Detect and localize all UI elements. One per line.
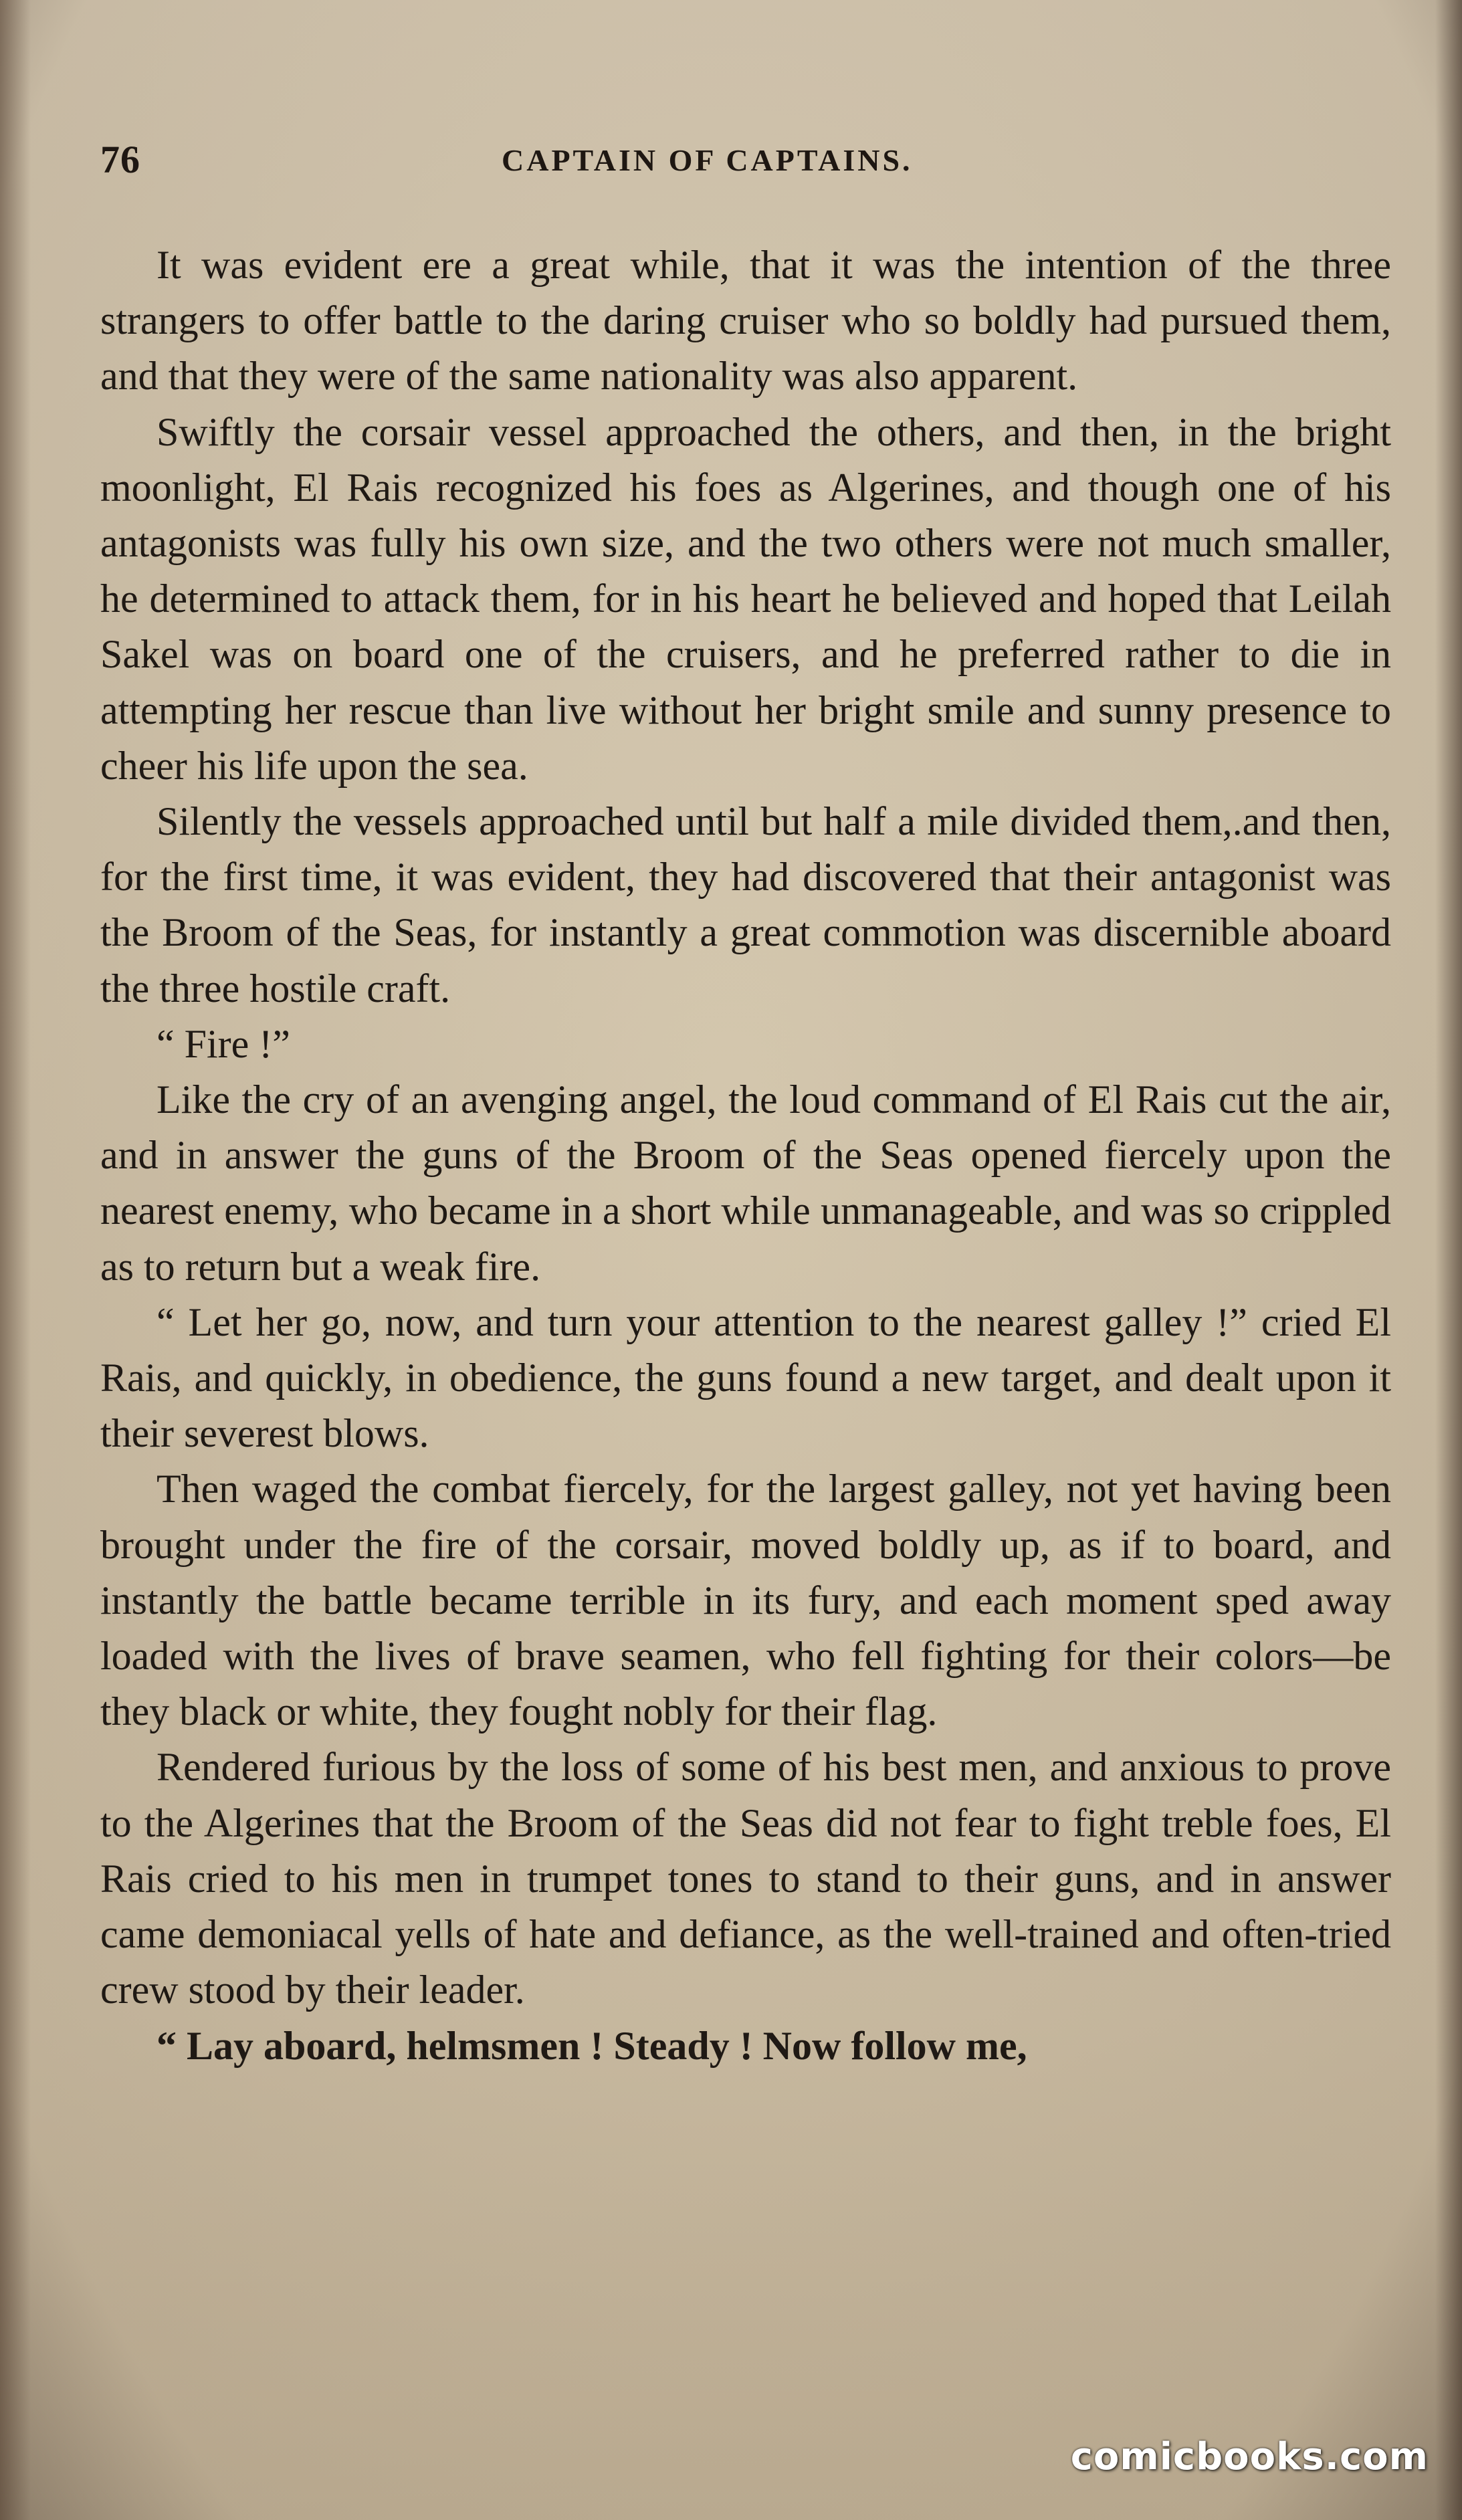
- paragraph: “ Fire !”: [156, 1021, 290, 1066]
- page-shadow-right: [1435, 0, 1462, 2520]
- paragraph: “ Let her go, now, and turn your attention to the nearest galley !” cried El Rais, and quickly, in obedience, the guns found a new target, and dealt upon it their severest blows.: [100, 1299, 1391, 1456]
- watermark: comicbooks.com: [1070, 2435, 1429, 2479]
- running-title: CAPTAIN OF CAPTAINS.: [502, 143, 913, 177]
- paragraph: Silently the vessels approached until but half a mile divided them,.and then, for the first time, it was evident, they had discovered that their antagonist was the Broom of the Seas, for instantly a great commotion was discernible aboard the three hostile craft.: [100, 799, 1391, 1011]
- paragraph: Swiftly the corsair vessel approached the others, and then, in the bright moonlight, El Rais recognized his foes as Algerines, and though one of his antagonists was fully his own size, and the two others were not much smaller, he determined to attack them, for in his heart he believed and hoped that Leilah Sakel was on board one of the cruisers, and he preferred rather to die in attempting her rescue than live without her bright smile and sunny presence to cheer his life upon the sea.: [100, 409, 1391, 788]
- paragraph: “ Lay aboard, helmsmen ! Steady ! Now follow me,: [156, 2023, 1027, 2068]
- paragraph: Rendered furious by the loss of some of his best men, and anxious to prove to the Algerines that the Broom of the Seas did not fear to fight treble foes, El Rais cried to his men in trumpet tones to stand to their guns, and in answer came demoniacal yells of hate and defiance, as the well-trained and often-tried crew stood by their leader.: [100, 1745, 1391, 2012]
- page-shadow-left: [0, 0, 31, 2520]
- paragraph: It was evident ere a great while, that it was the intention of the three strangers to offer battle to the daring cruiser who so boldly had pursued them, and that they were of the same nationality was also apparent.: [100, 243, 1391, 399]
- paragraph: Like the cry of an avenging angel, the loud command of El Rais cut the air, and in answer the guns of the Broom of the Seas opened fiercely upon the nearest enemy, who became in a short while unmanageable, and was so crippled as to return but a weak fire.: [100, 1077, 1391, 1289]
- paragraph: Then waged the combat fiercely, for the largest galley, not yet having been brought under the fire of the corsair, moved boldly up, as if to board, and instantly the battle became terrible in its fury, and each moment sped away loaded with the lives of brave seamen, who fell fighting for their colors—be they black or white, they fought nobly for their flag.: [100, 1467, 1391, 1734]
- page-number: 76: [100, 138, 140, 181]
- running-head: [100, 137, 1391, 184]
- body-text: [100, 237, 1391, 2074]
